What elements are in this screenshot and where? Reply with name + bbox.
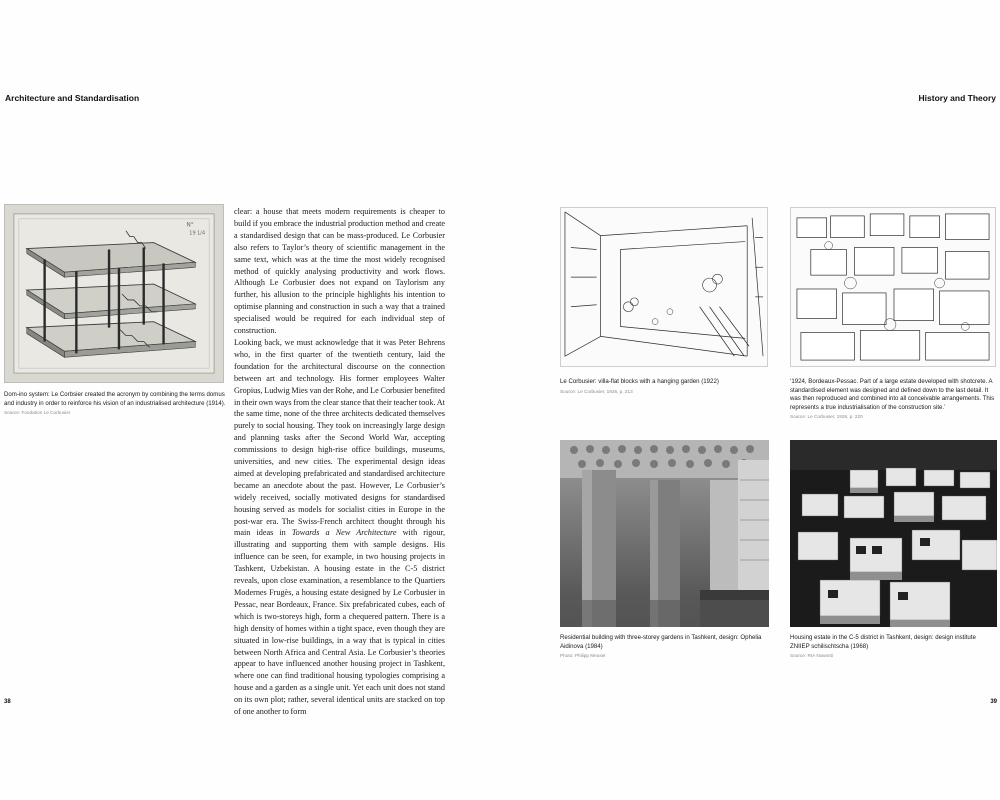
caption-text: Residential building with three-storey gardens in Tashkent, design: Ophelia Aidinova (1984): [560, 634, 762, 650]
figure-caption-c5-estate: [790, 634, 997, 659]
body-text-column: [234, 206, 445, 718]
c5-housing-estate-photo: [790, 440, 997, 627]
caption-source: Source: Fondation Le Corbusier: [4, 410, 71, 416]
body-paragraph: clear: a house that meets modern requirements is cheaper to build if you embrace the industrial production method and create a standardised design that can be mass-produced. Le Corbusier also refers to Taylor’s theory of scientific management in the same text, which was at the time the most widely recognised method of quickly analysing productivity and work flows. Although Le Corbusier does not expand on Taylorism any further, his allusion to the principle highlights his intention to optimise planning and construction in such a way that a trained specialised would be required for each individual step of construction.: [234, 207, 445, 336]
running-head-left: Architecture and Standardisation: [5, 93, 140, 103]
caption-text: Le Corbusier: villa-flat blocks with a hanging garden (1922): [560, 378, 719, 385]
tashkent-residential-photo: [560, 440, 769, 627]
running-head-right: History and Theory: [918, 93, 996, 103]
caption-source: Source: RIA Nowosti: [790, 653, 833, 659]
figure-caption-villa-flats: [560, 378, 772, 395]
caption-source: Source: Le Corbusier, 1926, p. 220: [790, 414, 863, 420]
caption-source: Source: Le Corbusier, 1926, p. 213: [560, 388, 633, 394]
figure-caption-tashkent-residential: [560, 634, 772, 659]
svg-text:19 1/4: 19 1/4: [189, 230, 206, 237]
caption-text: Dom-ino system: Le Corbsier created the acronym by combining the terms domus and industry in order to reinforce his vision of an industrialised architecture (1914).: [4, 391, 226, 407]
caption-text: Housing estate in the C-5 district in Tashkent, design: design institute ZNIIEP schilischtscha (1968): [790, 634, 976, 650]
villa-flat-sketch-image: [560, 207, 768, 367]
body-text-span: Looking back, we must acknowledge that it was Peter Behrens who, in the first quarter of the twentieth century, laid the foundation for the architectural discourse on the connection between art and technology. His former employees Walter Gropius, Ludwig Mies van der Rohe, and Le Corbusier benefited in their own ways from the clear stance that their teacher took. At the same time, none of the three architects dedicated themselves purely to social housing. They took on increasingly large design and planning tasks after the Second World War, accepting commissions to design high-rise office buildings, museums, universities, and new cities. The experimental design ideas aimed at developing prefabricated and standardised architecture became an anecdote about the past. However, Le Corbusier’s widely received, socially motivated designs for standardised housing served as models for socialist cities in Europe in the post-war era. The Swiss-French architect thought through his main ideas in: [234, 337, 445, 538]
caption-text: ‘1924, Bordeaux-Pessac. Part of a large estate developed with shotcrete. A standardised element was designed and defined down to the last detail. It was then reproduced and combined into all conceivable arrangements. This represents a true industrialisation of the construction site.’: [790, 378, 995, 411]
book-title: Towards a New Architecture: [291, 528, 397, 538]
svg-text:N°: N°: [186, 221, 194, 229]
figure-caption-pessac: [790, 378, 997, 420]
caption-source: Photo: Philipp Meuser: [560, 653, 606, 659]
body-paragraph: [234, 337, 445, 718]
pessac-estate-sketch-image: [790, 207, 996, 367]
page-number-right: 39: [990, 699, 997, 705]
domino-drawing-image: [4, 204, 224, 383]
body-text-span: with rigour, illustrating and supporting them with sample designs. His influence can be seen, for example, in two housing projects in Tashkent, Uzbekistan. A housing estate in the C-5 district reveals, upon close examination, a resemblance to the Quartiers Modernes Frugès, a housing estate designed by Le Corbusier in Pessac, near Bordeaux, France. Six prefabricated cubes, each of which is two-storeys high, form a chequered pattern. There is a high density of homes within a tight space, even though they are situated in low-rise buildings, in a way that is typical in cities between North Africa and Central Asia. Le Corbusier’s theories appear to have influenced another housing project in Tashkent, where one can find traditional housing typologies comprising a house and a garden as a single unit. Yet each unit does not stand on its own plot; rather, several identical units are stacked on top of one another to form: [234, 528, 446, 717]
page-number-left: 38: [4, 699, 11, 705]
figure-caption-domino: [4, 391, 228, 416]
